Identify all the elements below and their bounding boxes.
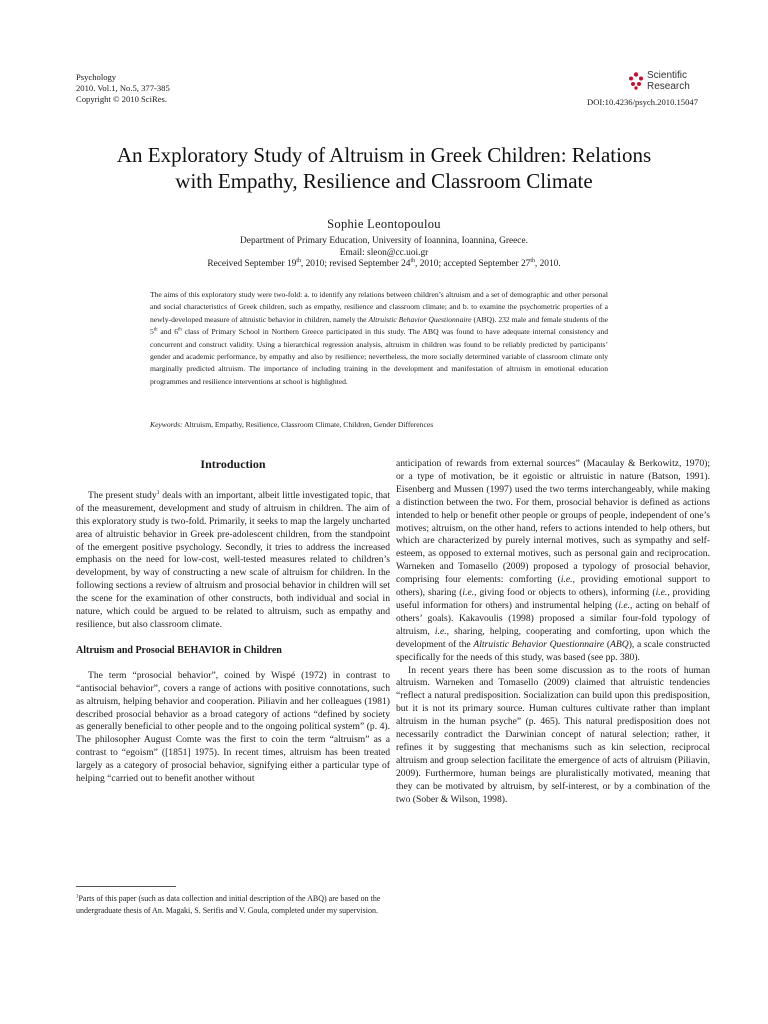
footnote-marker: 1 xyxy=(156,489,160,496)
subsection-heading: Altruism and Prosocial BEHAVIOR in Children xyxy=(76,644,282,656)
footnote: $^1$Parts of this paper (such as data collection and initial description of the ABQ) are based on the undergraduate thesis of An. Magaki, S. Serifis and V. Goula, completed under my supervision. xyxy=(76,894,381,915)
publisher-logo xyxy=(628,70,708,96)
keywords-label: Keywords: xyxy=(150,420,183,429)
journal-name: Psychology xyxy=(76,72,117,82)
author-affiliation-block xyxy=(0,236,768,271)
intro-paragraph: The present study$^1$ deals with an important, albeit little investigated topic, that of the measurement, development and study of altruism in children. The aim of this exploratory study is two-fold. Primarily, it seeks to map the largely uncharted area of altruistic behavior in Greek pre-adolescent children, from the standpoint of the emergent positive psychology. Secondly, it tries to address the increased emphasis on the need for low-cost, well-tested measures related to children’s development, by way of constructing a new scale of altruism for children. In the following sections a review of altruism and prosocial behavior in children will set the scene for the examination of other constructs, both individual and social in nature, which could be argued to be related to altruism, such as empathy and resilience, but also classroom climate. xyxy=(76,489,390,630)
left-column xyxy=(76,458,390,786)
email: Email: sleon@cc.uoi.gr xyxy=(339,247,429,258)
volume-info: 2010. Vol.1, No.5, 377-385 xyxy=(76,83,170,93)
author-name: Sophie Leontopoulou xyxy=(327,217,441,231)
logo-line-2: Research xyxy=(647,81,690,92)
keywords-text: Altruism, Empathy, Resilience, Classroom Climate, Children, Gender Differences xyxy=(182,420,434,429)
questionnaire-name: Altruistic Behavior Questionnaire xyxy=(368,314,472,324)
section-heading-introduction: Introduction xyxy=(200,457,266,471)
affiliation: Department of Primary Education, University of Ioannina, Ioannina, Greece. xyxy=(240,236,528,246)
journal-header xyxy=(76,72,170,105)
keywords xyxy=(150,419,608,430)
logo-text xyxy=(647,70,690,92)
right-column xyxy=(396,458,710,806)
paper-title xyxy=(60,142,708,194)
scientific-research-logo-icon xyxy=(628,72,644,90)
prosocial-paragraph: The term “prosocial behavior”, coined by Wispé (1972) in contrast to “antisocial behavior”, covers a range of actions with positive connotations, such as altruism, helping behavior and cooperation. Piliavin and her colleagues (1981) described prosocial behavior as a broad category of actions “defined by society as generally beneficial to other people and to the ongoing political system” (p. 4). The philosopher August Comte was the first to coin the term “altruism” as a contrast to “egoism” ([1851] 1975). In recent times, altruism has been treated largely as a category of prosocial behavior, signifying either a particular type of helping “carried out to benefit another without xyxy=(76,669,390,785)
doi: DOI:10.4236/psych.2010.15047 xyxy=(587,97,698,107)
continuation-paragraph: anticipation of rewards from external sources” (Macaulay & Berkowitz, 1970); or a type of motivation, be it egoistic or altruistic in nature (Batson, 1991). Eisenberg and Mussen (1997) used the two terms interchangeably, while making a distinction between the two. For them, prosocial behavior is defined as actions intended to help or benefit other people or groups of people, independent of one’s motives; altruism, on the other hand, refers to actions intended to help others, but which are characterized by purely internal motives, such as sympathy and self-esteem, as opposed to external motives, such as personal gain and reciprocation. Warneken and Tomasello (2009) proposed a typology of prosocial behavior, comprising four elements: comforting (i.e., providing emotional support to others), sharing (i.e., giving food or objects to others), informing (i.e., providing useful information for others) and instrumental helping (i.e., acting on behalf of others’ goals). Kakavoulis (1998) proposed a similar four-fold typology of altruism, i.e., sharing, helping, cooperating and comforting, upon which the development of the Altruistic Behavior Questionnaire (ABQ), a scale constructed specifically for the needs of this study, was based (see pp. 380). xyxy=(396,458,710,663)
roots-paragraph: In recent years there has been some discussion as to the roots of human altruism. Warneken and Tomasello (2009) claimed that altruistic tendencies “reflect a natural predisposition. Socialization can build upon this predisposition, but it is not its primary source. Human cultures cultivate rather than implant altruism in the human psyche” (p. 465). This natural predisposition does not necessarily contradict the Darwinian concept of natural selection; rather, it refines it by suggesting that mechanisms such as kin selection, reciprocal altruism and group selection facilitate the emergence of acts of altruism (Piliavin, 2009). Furthermore, human beings are pluralistically motivated, meaning that they can be motivated by altruism, by self-interest, or by a combination of the two (Sober & Wilson, 1998). xyxy=(396,664,710,805)
abstract: The aims of this exploratory study were two-fold: a. to identify any relations between children’s altruism and a set of demographic and other personal and social characteristics of Greek children, such as empathy, resilience and classroom climate; and b. to examine the psychometric properties of a newly-developed measure of altruistic behavior in children, namely the Altruistic Behavior Questionnaire (ABQ). 232 male and female students of the 5th and 6th class of Primary School in Northern Greece participated in this study. The ABQ was found to have adequate internal consistency and concurrent and construct validity. Using a hierarchical regression analysis, altruism in children was found to be reliably predicted by participants’ gender and academic performance, by empathy and also by resilience; nevertheless, the more socially determined variable of classroom climate only marginally predicted altruism. The importance of including training in the development and manifestation of altruism in emotional education programmes and resilience interventions at school is highlighted. xyxy=(150,290,608,386)
footnote-rule xyxy=(76,886,176,887)
dates-line: Received September 19th, 2010; revised September 24th, 2010; accepted September 27th, 2010. xyxy=(207,257,561,269)
copyright: Copyright © 2010 SciRes. xyxy=(76,94,168,104)
title-line-2: with Empathy, Resilience and Classroom Climate xyxy=(175,169,593,193)
title-line-1: An Exploratory Study of Altruism in Greek Children: Relations xyxy=(116,143,652,167)
logo-line-1: Scientific xyxy=(647,70,688,81)
